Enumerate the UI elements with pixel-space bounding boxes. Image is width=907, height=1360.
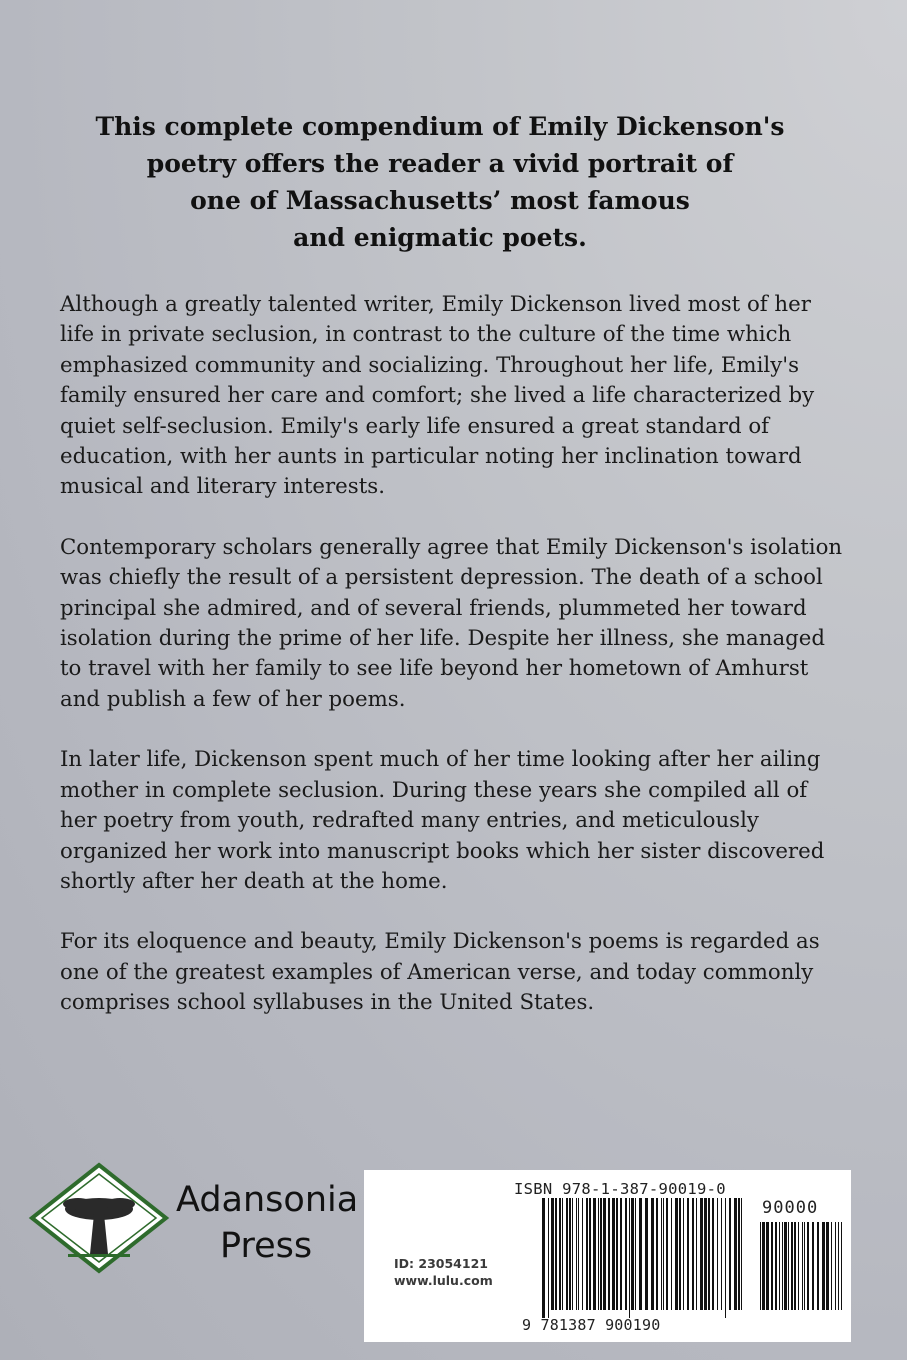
barcode-bar [838, 1222, 839, 1310]
barcode-bar [612, 1198, 615, 1310]
intro-line: This complete compendium of Emily Dickenson's [95, 112, 785, 141]
price-code: 90000 [762, 1198, 819, 1218]
barcode-bar [775, 1222, 777, 1310]
print-id: ID: 23054121 [394, 1256, 488, 1271]
barcode-bar [687, 1198, 689, 1310]
barcode-bar [712, 1198, 714, 1310]
barcode-bar [741, 1198, 742, 1310]
barcode-bar [675, 1198, 678, 1310]
text-line: shortly after her death at the home. [60, 868, 448, 894]
barcode-bar [784, 1222, 787, 1310]
barcode-bar [704, 1198, 707, 1310]
description-body [60, 290, 850, 1049]
barcode-bar [771, 1222, 773, 1310]
text-line: isolation during the prime of her life. Despite her illness, she managed [60, 626, 826, 652]
barcode-bar [729, 1198, 731, 1310]
barcode-bar [717, 1198, 718, 1310]
barcode-bar [788, 1222, 789, 1310]
barcode-bar [779, 1222, 780, 1310]
barcode-bar [725, 1198, 726, 1318]
barcode-bar [542, 1198, 545, 1318]
barcode-bar [782, 1222, 783, 1310]
isbn-label: ISBN 978-1-387-90019-0 [514, 1180, 726, 1198]
text-line: to travel with her family to see life beyond her hometown of Amhurst [60, 656, 809, 682]
barcode-bar [598, 1198, 599, 1310]
barcode-bar [791, 1222, 793, 1310]
intro-blurb [60, 108, 820, 256]
barcode-bar [555, 1198, 557, 1310]
barcode-bar [589, 1198, 591, 1310]
barcode-bar [817, 1222, 819, 1310]
text-line: In later life, Dickenson spent much of her time looking after her ailing [60, 747, 821, 773]
barcode-bar [666, 1198, 668, 1310]
isbn-barcode [540, 1198, 746, 1318]
barcode-digits: 9 781387 900190 [522, 1316, 661, 1334]
barcode-bar [807, 1222, 809, 1310]
barcode-bar [798, 1222, 799, 1310]
barcode-bar [586, 1198, 588, 1310]
barcode-bar [700, 1198, 703, 1310]
print-url: www.lulu.com [394, 1273, 493, 1288]
text-line: quiet self-seclusion. Emily's early life ensured a great standard of [60, 413, 770, 439]
barcode-bar [656, 1198, 658, 1310]
barcode-bar [679, 1198, 681, 1310]
text-line: her poetry from youth, redrafted many entries, and meticulously [60, 808, 759, 834]
publisher-line-2: Press [220, 1226, 313, 1266]
barcode-bar [812, 1222, 814, 1310]
barcode-panel [364, 1170, 851, 1342]
intro-line: and enigmatic poets. [293, 223, 587, 252]
barcode-bar [600, 1198, 602, 1310]
barcode-bar [822, 1222, 825, 1310]
barcode-bar [576, 1198, 577, 1310]
barcode-bar [835, 1222, 836, 1310]
text-line: comprises school syllabuses in the United States. [60, 990, 595, 1016]
text-line: mother in complete seclusion. During these years she compiled all of [60, 777, 808, 803]
barcode-bar [734, 1198, 737, 1310]
barcode-bar [562, 1198, 563, 1310]
publisher-line-1: Adansonia [176, 1180, 359, 1220]
print-id-block [394, 1255, 493, 1289]
barcode-bar [802, 1222, 803, 1310]
text-line: family ensured her care and comfort; she lived a life characterized by [60, 383, 815, 409]
barcode-bar [683, 1198, 684, 1310]
barcode-bar [841, 1222, 842, 1310]
text-line: For its eloquence and beauty, Emily Dickenson's poems is regarded as [60, 929, 820, 955]
barcode-bar [762, 1222, 765, 1310]
barcode-bar [593, 1198, 596, 1310]
barcode-bar [608, 1198, 610, 1310]
baobab-tree-icon [28, 1162, 170, 1274]
text-line: Contemporary scholars generally agree that Emily Dickenson's isolation [60, 534, 843, 560]
barcode-bar [616, 1198, 618, 1310]
barcode-bar [794, 1222, 796, 1310]
intro-line: one of Massachusetts’ most famous [190, 186, 690, 215]
barcode-bar [635, 1198, 636, 1310]
barcode-bar [548, 1198, 549, 1318]
intro-line: poetry offers the reader a vivid portrait of [146, 149, 734, 178]
barcode-bar [760, 1222, 761, 1310]
barcode-bar [766, 1222, 769, 1310]
barcode-bar [625, 1198, 627, 1310]
barcode-bar [639, 1198, 642, 1310]
barcode-bar [620, 1198, 622, 1310]
text-line: was chiefly the result of a persistent depression. The death of a school [60, 565, 823, 591]
barcode-bar [651, 1198, 654, 1310]
barcode-bar [696, 1198, 697, 1310]
text-line: life in private seclusion, in contrast to the culture of the time which [60, 322, 792, 348]
text-line: one of the greatest examples of American verse, and today commonly [60, 959, 814, 985]
barcode-bar [692, 1198, 694, 1310]
barcode-bar [629, 1198, 630, 1318]
barcode-bar [582, 1198, 583, 1310]
text-line: principal she admired, and of several friends, plummeted her toward [60, 595, 807, 621]
text-line: emphasized community and socializing. Throughout her life, Emily's [60, 352, 800, 378]
paragraph-4 [60, 927, 850, 1018]
text-line: musical and literary interests. [60, 474, 385, 500]
barcode-bar [569, 1198, 571, 1310]
text-line: organized her work into manuscript books which her sister discovered [60, 838, 825, 864]
barcode-bar [721, 1198, 722, 1310]
barcode-bar [831, 1222, 832, 1310]
barcode-bar [708, 1198, 710, 1310]
barcode-bar [572, 1198, 573, 1310]
barcode-bar [671, 1198, 672, 1310]
text-line: Although a greatly talented writer, Emily Dickenson lived most of her [60, 292, 811, 317]
barcode-bar [645, 1198, 648, 1310]
barcode-bar [551, 1198, 554, 1310]
barcode-bar [559, 1198, 561, 1310]
barcode-bar [738, 1198, 740, 1310]
paragraph-1 [60, 290, 850, 503]
paragraph-2 [60, 533, 850, 715]
paragraph-3 [60, 745, 850, 897]
text-line: education, with her aunts in particular noting her inclination toward [60, 444, 802, 470]
barcode-bar [663, 1198, 664, 1310]
barcode-bar [566, 1198, 568, 1310]
barcode-bar [603, 1198, 606, 1310]
publisher-name [176, 1177, 358, 1269]
barcode-bar [804, 1222, 805, 1310]
barcode-bar [631, 1198, 634, 1310]
barcode-bar [826, 1222, 829, 1310]
barcode-bar [578, 1198, 579, 1310]
text-line: and publish a few of her poems. [60, 686, 406, 712]
barcode-bar [661, 1198, 662, 1310]
price-barcode [758, 1222, 844, 1318]
